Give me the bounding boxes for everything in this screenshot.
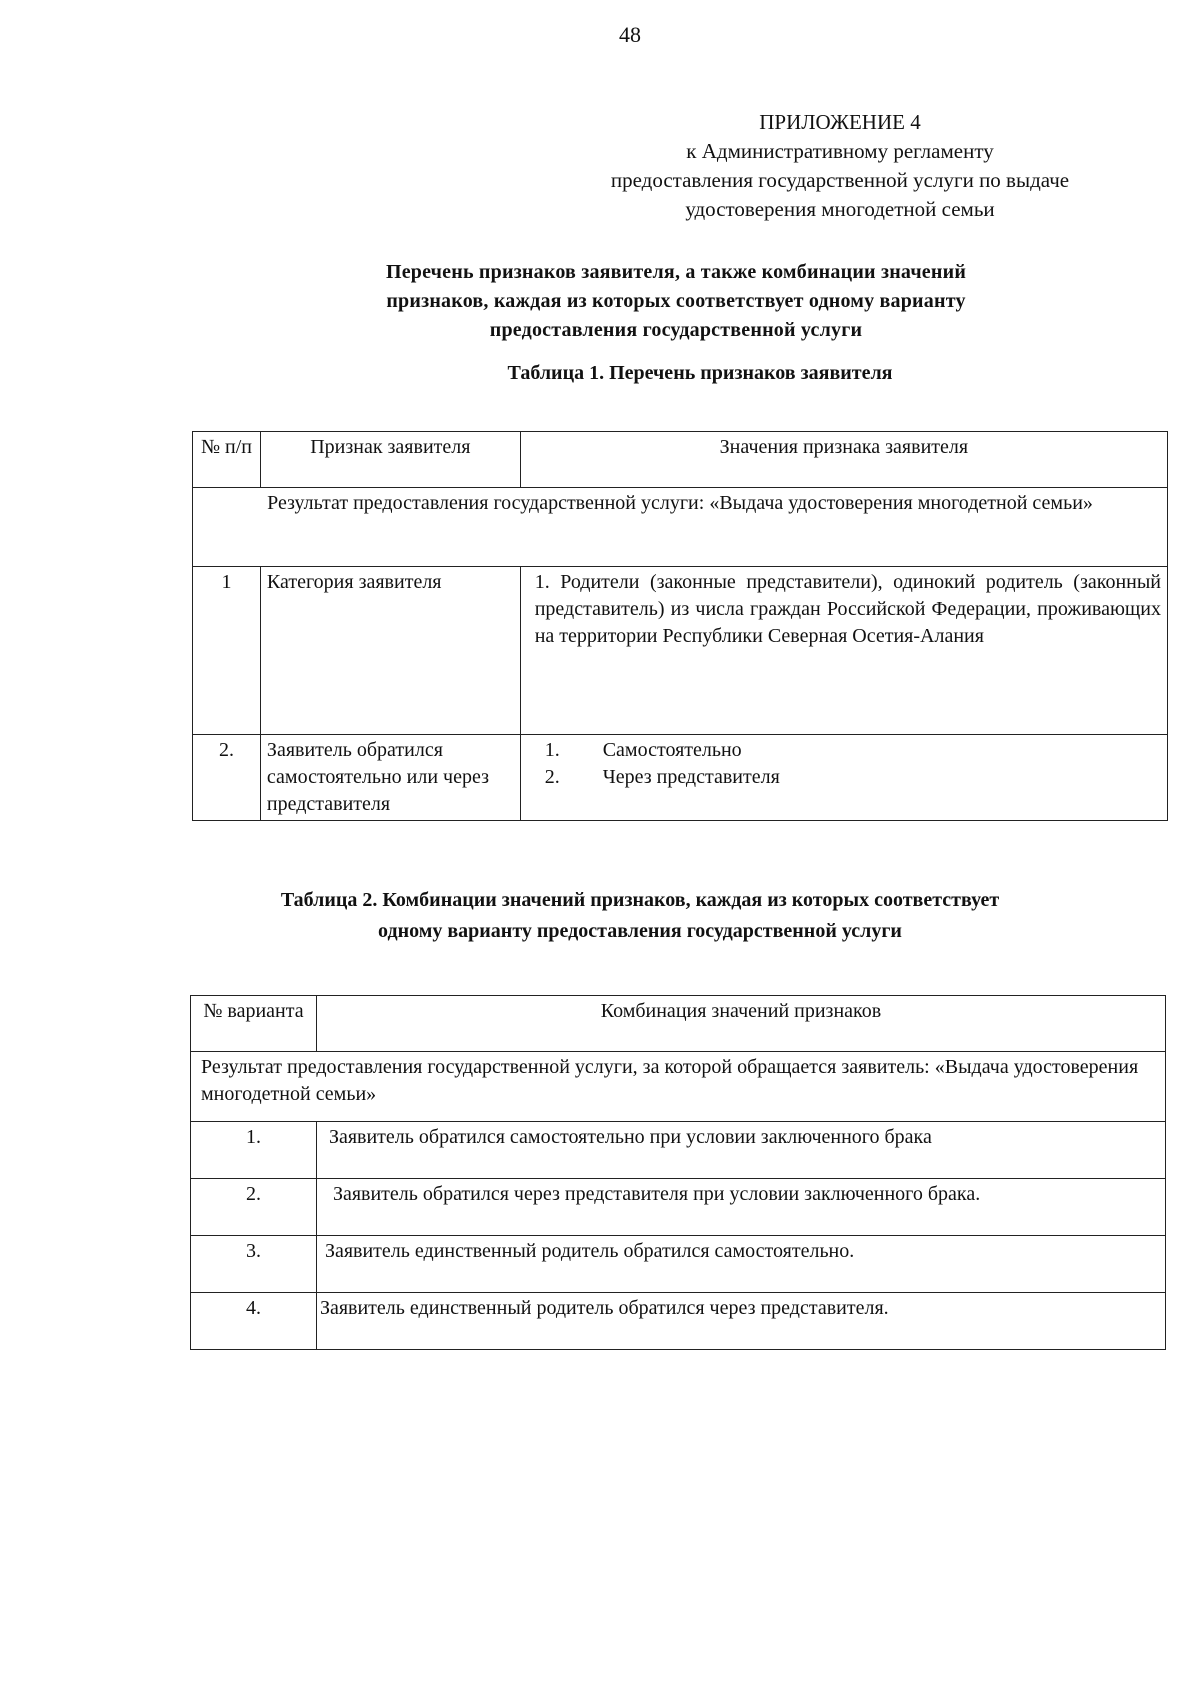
table2-caption-line: одному варианту предоставления государственной услуги bbox=[378, 920, 902, 942]
row-values bbox=[520, 735, 1167, 821]
table-row bbox=[193, 735, 1168, 821]
list-item bbox=[527, 764, 1161, 791]
table-row bbox=[191, 1293, 1166, 1350]
table-header-row bbox=[191, 996, 1166, 1052]
row-num: 1. bbox=[191, 1122, 317, 1179]
document-title-line: признаков, каждая из которых соответствует одному варианту bbox=[386, 290, 966, 312]
row-num: 4. bbox=[191, 1293, 317, 1350]
row-num: 2. bbox=[193, 735, 261, 821]
page-number: 48 bbox=[619, 22, 641, 47]
result-cell: Результат предоставления государственной услуги: «Выдача удостоверения многодетной семьи» bbox=[193, 488, 1168, 567]
list-item-num: 1. bbox=[544, 739, 560, 761]
row-text: Заявитель обратился через представителя при условии заключенного брака. bbox=[316, 1179, 1165, 1236]
row-text: Заявитель единственный родитель обратился через представителя. bbox=[316, 1293, 1165, 1350]
row-text: Заявитель обратился самостоятельно при условии заключенного брака bbox=[316, 1122, 1165, 1179]
table-row bbox=[191, 1236, 1166, 1293]
table1-caption: Таблица 1. Перечень признаков заявителя bbox=[507, 362, 893, 384]
row-text: Заявитель единственный родитель обратился самостоятельно. bbox=[316, 1236, 1165, 1293]
document-title-line: предоставления государственной услуги bbox=[489, 319, 863, 341]
header-variant-num: № варианта bbox=[191, 996, 317, 1052]
list-item-text: Через представителя bbox=[602, 766, 780, 788]
result-row bbox=[193, 488, 1168, 567]
table2-caption bbox=[180, 885, 1100, 947]
result-cell: Результат предоставления государственной услуги, за которой обращается заявитель: «Выдача удостоверения многодетной семьи» bbox=[191, 1052, 1166, 1122]
header-num: № п/п bbox=[193, 432, 261, 488]
table-row bbox=[191, 1122, 1166, 1179]
list-item-num: 2. bbox=[544, 766, 560, 788]
header-values: Значения признака заявителя bbox=[520, 432, 1167, 488]
table2-caption-line: Таблица 2. Комбинации значений признаков, каждая из которых соответствует bbox=[280, 889, 1000, 911]
appendix-line: предоставления государственной услуги по выдаче bbox=[610, 168, 1070, 192]
appendix-title: ПРИЛОЖЕНИЕ 4 bbox=[759, 110, 921, 134]
appendix-header bbox=[560, 108, 1120, 224]
appendix-line: к Административному регламенту bbox=[686, 139, 994, 163]
table-header-row bbox=[193, 432, 1168, 488]
row-attribute: Категория заявителя bbox=[260, 567, 520, 735]
header-attribute: Признак заявителя bbox=[260, 432, 520, 488]
appendix-line: удостоверения многодетной семьи bbox=[685, 197, 995, 221]
result-row bbox=[191, 1052, 1166, 1122]
row-num: 1 bbox=[193, 567, 261, 735]
row-num: 3. bbox=[191, 1236, 317, 1293]
row-values: 1. Родители (законные представители), одинокий родитель (законный представитель) из числа граждан Российской Федерации, проживающих на территории Республики Северная Осетия-Алания bbox=[520, 567, 1167, 735]
list-item-text: Самостоятельно bbox=[602, 739, 742, 761]
applicant-attributes-table bbox=[192, 431, 1168, 821]
row-attribute: Заявитель обратился самостоятельно или через представителя bbox=[260, 735, 520, 821]
row-num: 2. bbox=[191, 1179, 317, 1236]
table-row bbox=[193, 567, 1168, 735]
attribute-combinations-table bbox=[190, 995, 1166, 1350]
document-title-line: Перечень признаков заявителя, а также комбинации значений bbox=[385, 261, 967, 283]
header-combination: Комбинация значений признаков bbox=[316, 996, 1165, 1052]
list-item bbox=[527, 737, 1161, 764]
table-row bbox=[191, 1179, 1166, 1236]
document-title bbox=[236, 258, 1116, 345]
